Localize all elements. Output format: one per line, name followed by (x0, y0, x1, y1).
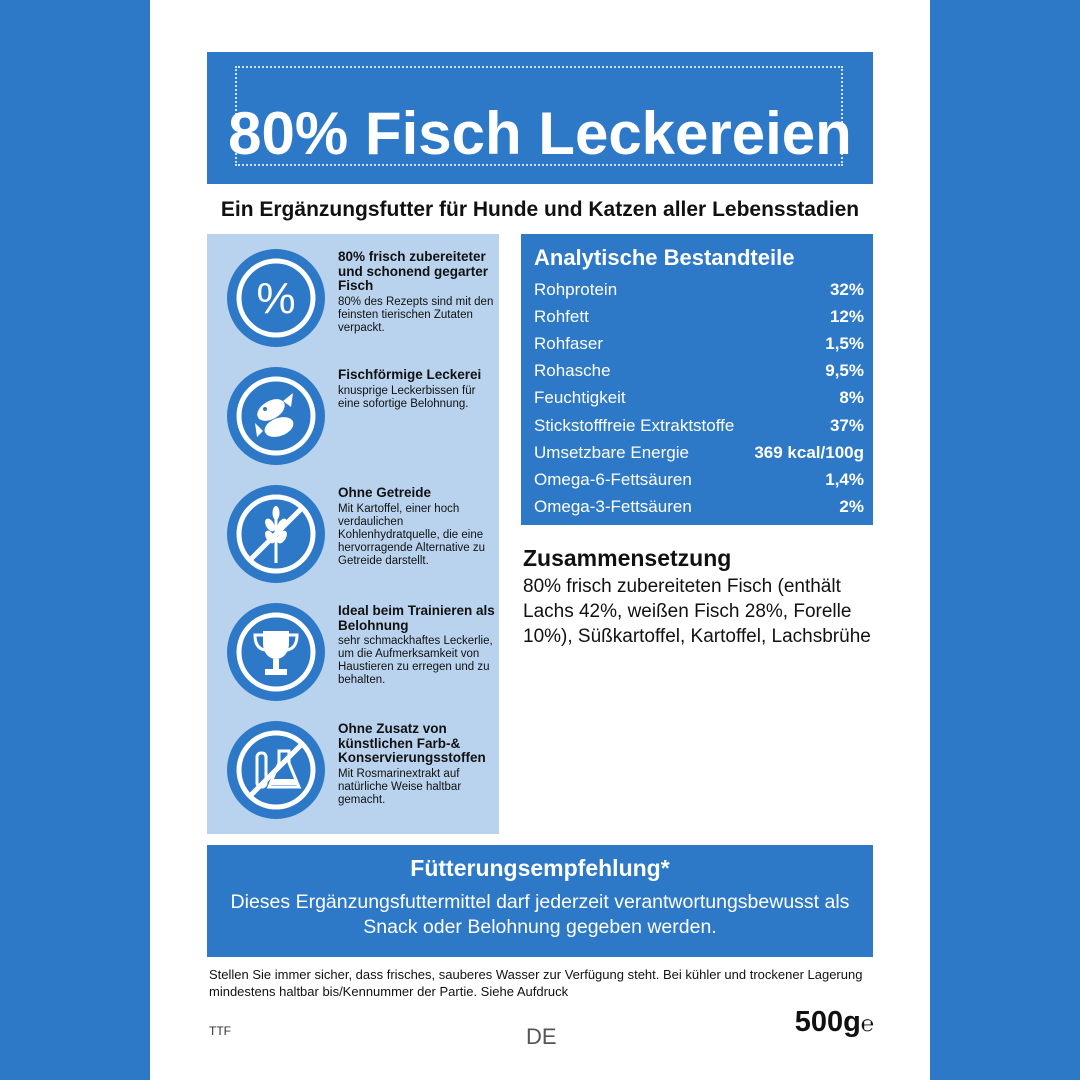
analysis-label: Feuchtigkeit (534, 388, 626, 408)
product-title: 80% Fisch Leckereien (228, 100, 852, 167)
analysis-label: Stickstofffreie Extraktstoffe (534, 415, 735, 435)
analysis-value: 369 kcal/100g (754, 442, 864, 462)
analysis-value: 2% (839, 497, 864, 517)
percent-icon (227, 249, 325, 347)
analysis-label: Rohfaser (534, 333, 603, 353)
feature-heading: Ohne Zusatz von künstlichen Farb-& Konservierungsstoffen (338, 721, 486, 765)
storage-note: Stellen Sie immer sicher, dass frisches, sauberes Wasser zur Verfügung steht. Bei kühler und trockener Lagerung mindestens haltbar bis/Kennummer der Partie. Siehe Aufdruck (209, 967, 863, 999)
product-label (150, 0, 930, 1080)
feature-heading: Ohne Getreide (338, 485, 432, 500)
feature-description: Mit Rosmarinextrakt auf natürliche Weise haltbar gemacht. (338, 767, 462, 806)
estimated-mark: ℮ (860, 1011, 874, 1036)
analysis-row (534, 330, 864, 357)
feature-description: sehr schmackhaftes Leckerlie, um die Aufmerksamkeit von Haustieren zu erregen und zu behalten. (338, 635, 493, 686)
analysis-value: 12% (829, 306, 864, 326)
analysis-row (534, 466, 864, 493)
no-grain-icon (227, 485, 325, 583)
product-subtitle: Ein Ergänzungsfutter für Hunde und Katzen aller Lebensstadien (220, 198, 860, 221)
composition-title: Zusammensetzung (523, 545, 732, 571)
country-code: DE (526, 1024, 557, 1049)
feature-description: 80% des Rezepts sind mit den feinsten tierischen Zutaten verpackt. (338, 295, 494, 334)
features-panel (207, 234, 499, 834)
feature-item (207, 485, 499, 595)
feature-item (207, 367, 499, 477)
no-chemicals-icon (227, 721, 325, 819)
analysis-value: 1,4% (825, 469, 864, 489)
analysis-table (521, 234, 873, 525)
feature-item (207, 721, 499, 831)
analysis-label: Omega-3-Fettsäuren (534, 497, 692, 517)
trophy-icon (227, 603, 325, 701)
feeding-recommendation (207, 845, 873, 957)
analysis-label: Rohfett (534, 306, 589, 326)
analysis-value: 37% (829, 415, 864, 435)
feeding-title: Fütterungsempfehlung* (410, 855, 670, 881)
composition-text: 80% frisch zubereiteten Fisch (enthält Lachs 42%, weißen Fisch 28%, Forelle 10%), Süßkartoffel, Kartoffel, Lachsbrühe (523, 576, 871, 647)
analysis-row (534, 276, 864, 303)
feature-item (207, 603, 499, 713)
weight-value: 500g (794, 1006, 861, 1038)
analysis-label: Rohasche (534, 361, 611, 381)
analysis-value: 9,5% (825, 361, 864, 381)
ttf-label: TTF (209, 1024, 231, 1038)
analysis-label: Umsetzbare Energie (534, 442, 689, 462)
analysis-row (534, 303, 864, 330)
analysis-value: 32% (829, 279, 864, 299)
analysis-title: Analytische Bestandteile (534, 245, 795, 270)
feature-item (207, 249, 499, 359)
analysis-label: Rohprotein (534, 279, 618, 299)
feature-heading: Fischförmige Leckerei (338, 367, 482, 382)
title-banner (207, 52, 873, 184)
analysis-value: 1,5% (825, 333, 864, 353)
analysis-value: 8% (839, 388, 864, 408)
analysis-row (534, 439, 864, 466)
feeding-text: Dieses Ergänzungsfuttermittel darf jederzeit verantwortungsbewusst als Snack oder Belohnung gegeben werden. (230, 891, 850, 938)
feature-description: knusprige Leckerbissen für eine sofortige Belohnung. (338, 384, 476, 410)
analysis-row (534, 358, 864, 385)
svg-text:%: % (256, 274, 296, 323)
analysis-label: Omega-6-Fettsäuren (534, 469, 692, 489)
analysis-row (534, 385, 864, 412)
feature-heading: 80% frisch zubereiteter und schonend gegarter Fisch (338, 249, 489, 293)
net-weight (795, 1006, 874, 1039)
analysis-row (534, 494, 864, 521)
analysis-row (534, 412, 864, 439)
feature-description: Mit Kartoffel, einer hoch verdaulichen Kohlenhydratquelle, die eine hervorragende Alternative zu Getreide darstellt. (338, 502, 486, 567)
feature-heading: Ideal beim Trainieren als Belohnung (338, 603, 495, 633)
fish-icon (227, 367, 325, 465)
